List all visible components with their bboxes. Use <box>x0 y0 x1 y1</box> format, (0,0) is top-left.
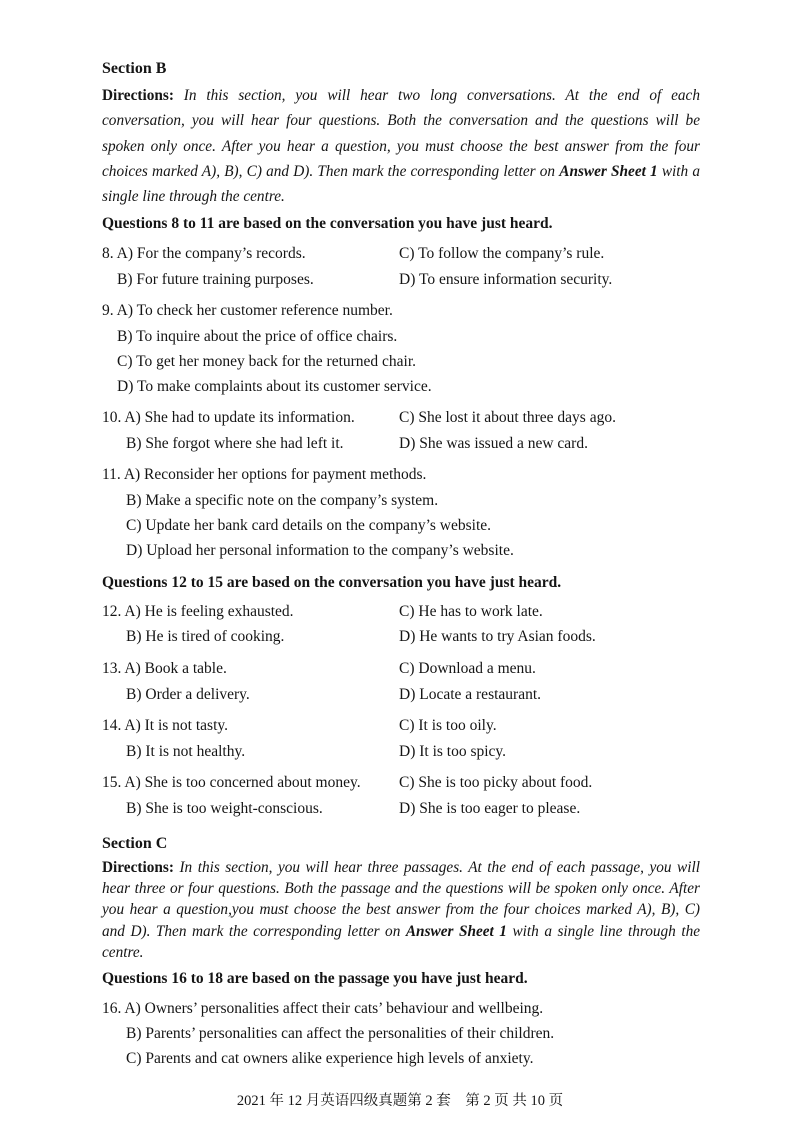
q9-option-c: C) To get her money back for the returned chair. <box>117 353 417 370</box>
q11-option-d: D) Upload her personal information to the company’s website. <box>126 542 514 559</box>
q9-option-b: B) To inquire about the price of office chairs. <box>117 328 398 345</box>
q8-option-b: B) For future training purposes. <box>117 271 314 288</box>
section-b-directions <box>102 83 700 209</box>
q9-option-a: 9. A) To check her customer reference number. <box>102 302 393 319</box>
questions-8-11-header: Questions 8 to 11 are based on the conversation you have just heard. <box>102 215 553 232</box>
q14-option-d: D) It is too spicy. <box>399 743 507 760</box>
q15-option-a: 15. A) She is too concerned about money. <box>102 774 361 791</box>
q9-option-d: D) To make complaints about its customer service. <box>117 378 432 395</box>
q12-option-a: 12. A) He is feeling exhausted. <box>102 603 294 620</box>
section-c-directions <box>102 857 700 963</box>
q14-option-b: B) It is not healthy. <box>126 743 246 760</box>
q11-option-b: B) Make a specific note on the company’s system. <box>126 492 439 509</box>
q8-option-c: C) To follow the company’s rule. <box>399 245 605 262</box>
page-footer: 2021 年 12 月英语四级真题第 2 套 第 2 页 共 10 页 <box>236 1093 564 1109</box>
q12-option-b: B) He is tired of cooking. <box>126 628 285 645</box>
q10-option-b: B) She forgot where she had left it. <box>126 435 344 452</box>
q13-option-a: 13. A) Book a table. <box>102 660 227 677</box>
q15-option-b: B) She is too weight-conscious. <box>126 800 323 817</box>
section-c-title: Section C <box>102 835 168 852</box>
q10-option-c: C) She lost it about three days ago. <box>399 409 616 426</box>
q8-option-d: D) To ensure information security. <box>399 271 613 288</box>
answer-sheet-ref: Answer Sheet 1 <box>405 922 507 940</box>
q13-option-c: C) Download a menu. <box>399 660 536 677</box>
q14-option-c: C) It is too oily. <box>399 717 497 734</box>
q13-option-d: D) Locate a restaurant. <box>399 686 542 703</box>
q12-option-d: D) He wants to try Asian foods. <box>399 628 596 645</box>
q10-option-a: 10. A) She had to update its information. <box>102 409 355 426</box>
directions-text-end: with a single line through the centre. <box>102 162 701 206</box>
questions-16-18-header: Questions 16 to 18 are based on the passage you have just heard. <box>102 970 528 987</box>
answer-sheet-ref: Answer Sheet 1 <box>559 162 658 180</box>
q16-option-b: B) Parents’ personalities can affect the personalities of their children. <box>126 1025 555 1042</box>
q16-option-a: 16. A) Owners’ personalities affect their cats’ behaviour and wellbeing. <box>102 1000 544 1017</box>
q10-option-d: D) She was issued a new card. <box>399 435 588 452</box>
directions-text: In this section, you will hear two long conversations. At the end of each conversation, you will hear four questions. Both the conversation and the questions will be spoken only once. After you hear a question, you must choose the best answer from the four choices marked A), B), C) and D). Then mark the corresponding letter on <box>102 87 700 180</box>
q15-option-c: C) She is too picky about food. <box>399 774 593 791</box>
questions-12-15-header: Questions 12 to 15 are based on the conversation you have just heard. <box>102 574 562 591</box>
directions-label: Directions: <box>102 87 174 104</box>
directions-text-end: with a single line through the centre. <box>102 922 701 961</box>
q12-option-c: C) He has to work late. <box>399 603 543 620</box>
q13-option-b: B) Order a delivery. <box>126 686 250 703</box>
q16-option-c: C) Parents and cat owners alike experience high levels of anxiety. <box>126 1050 534 1067</box>
q11-option-c: C) Update her bank card details on the company’s website. <box>126 517 491 534</box>
q11-option-a: 11. A) Reconsider her options for payment methods. <box>102 466 427 483</box>
q14-option-a: 14. A) It is not tasty. <box>102 717 229 734</box>
q8-option-a: 8. A) For the company’s records. <box>102 245 306 262</box>
section-b-title: Section B <box>102 60 167 77</box>
q15-option-d: D) She is too eager to please. <box>399 800 581 817</box>
directions-text: In this section, you will hear three passages. At the end of each passage, you will hear three or four questions. Both the passage and the questions will be spoken only once. After you hear a question,you must choose the best answer from the four choices marked A), B), C) and D). Then mark the corresponding letter on <box>102 859 701 940</box>
directions-label: Directions: <box>102 859 174 876</box>
